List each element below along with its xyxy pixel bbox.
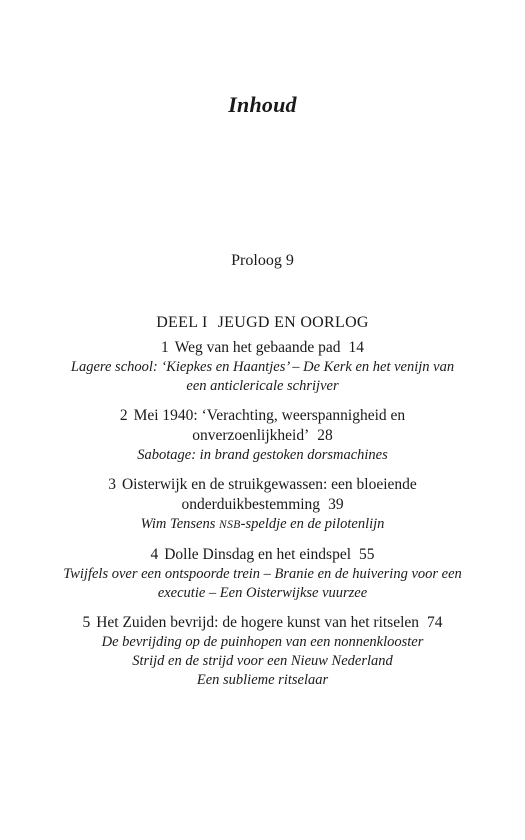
chapter-subtitle-line: Een sublieme ritselaar: [196, 672, 329, 688]
subtitle-text: -speldje en de pilotenlijn: [240, 516, 385, 532]
chapter-title-continued: [40, 495, 485, 515]
chapter-number: 3: [108, 476, 116, 493]
chapter-subtitle-line: Lagere school: ‘Kiepkes en Haantjes’ – De Kerk en het venijn van: [70, 359, 455, 375]
chapter-subtitle-line: [40, 515, 485, 535]
chapter-title: [40, 613, 485, 633]
chapter-number: 4: [150, 546, 159, 563]
chapter-title-line: Oisterwijk en de struikgewassen: een bloeiende: [121, 476, 417, 493]
chapter-page: 55: [359, 546, 375, 563]
chapter-number: 2: [119, 407, 128, 424]
chapter-subtitle-line: executie – Een Oisterwijkse vuurzee: [157, 585, 368, 601]
subtitle-text: Wim Tensens: [140, 516, 219, 532]
chapter-number: 5: [82, 614, 91, 631]
chapter-number: 1: [161, 339, 169, 356]
chapter-title-line: Dolle Dinsdag en het eindspel: [164, 546, 352, 563]
chapter-entry: [40, 545, 485, 603]
part-heading: [40, 314, 485, 332]
table-of-contents: [40, 314, 485, 700]
chapter-title-line: onverzoenlijkheid’: [192, 427, 310, 444]
part-label: DEEL I: [156, 314, 208, 331]
chapter-entry: [40, 613, 485, 690]
chapter-page: 14: [348, 339, 364, 356]
chapter-title: [40, 545, 485, 565]
chapter-title: [40, 338, 485, 358]
page-title: Inhoud: [228, 92, 297, 117]
prologue-label: Proloog: [231, 252, 282, 269]
chapter-subtitle-line: De bevrijding op de puinhopen van een nonnenklooster: [101, 634, 424, 650]
prologue-page: 9: [285, 252, 294, 269]
chapter-title: [40, 406, 485, 426]
chapter-page: 28: [317, 427, 333, 444]
prologue-entry: [0, 252, 525, 270]
chapter-title-line: Mei 1940: ‘Verachting, weerspannigheid en: [133, 407, 406, 424]
chapter-subtitle-line: Twijfels over een ontspoorde trein – Branie en de huivering voor een: [63, 566, 462, 582]
chapter-subtitle-line: Sabotage: in brand gestoken dorsmachines: [137, 447, 388, 463]
chapter-title-line: onderduikbestemming: [181, 496, 321, 513]
chapter-title-line: Het Zuiden bevrijd: de hogere kunst van het ritselen: [96, 614, 420, 631]
chapter-page: 39: [328, 496, 344, 513]
chapter-title-continued: [40, 426, 485, 446]
chapter-page: 74: [427, 614, 443, 631]
chapter-entry: [40, 406, 485, 465]
chapter-title-line: Weg van het gebaande pad: [174, 339, 341, 356]
chapter-subtitle-line: een anticlericale schrijver: [186, 378, 339, 394]
chapter-entry: [40, 338, 485, 396]
chapter-title: [40, 475, 485, 495]
subtitle-small-caps: NSB: [219, 519, 241, 531]
chapter-subtitle-line: Strijd en de strijd voor een Nieuw Nederland: [132, 653, 393, 669]
part-title: JEUGD EN OORLOG: [217, 314, 369, 331]
chapter-entry: [40, 475, 485, 535]
